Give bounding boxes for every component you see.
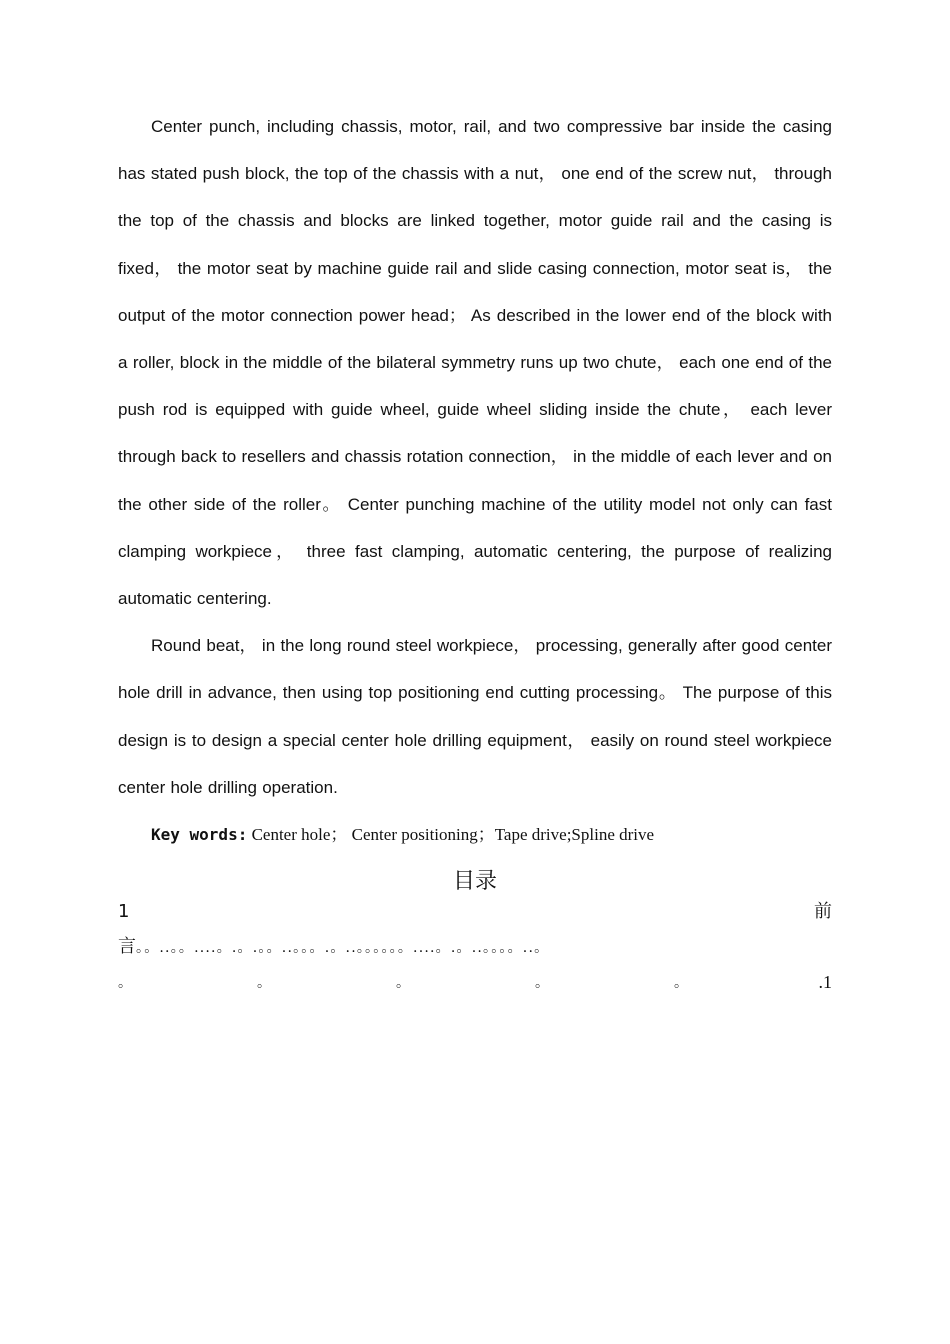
toc-entry-page-number: .1 — [818, 972, 832, 993]
toc-entry-line-3 — [118, 970, 832, 996]
toc-entry-number: 1 — [118, 901, 130, 923]
toc-leader-mark: 。 — [257, 975, 271, 992]
abstract-paragraph-2: Round beat， in the long round steel workpiece， processing, generally after good center hole drill in advance, then using top positioning end cutting processing。 The purpose of this design is to design a special center hole drilling equipment， easily on round steel workpiece center hole drilling operation. — [118, 636, 832, 797]
toc-entry-line-2 — [118, 934, 832, 961]
toc-entry-title-first-char: 前 — [814, 901, 832, 923]
toc-leader-mark: 。 — [118, 975, 132, 992]
keywords-label: Key words: — [151, 825, 248, 845]
keywords-line — [118, 811, 832, 858]
keywords-value: Center hole； Center positioning；Tape drive;Spline drive — [251, 825, 655, 845]
document-page — [118, 103, 832, 1012]
toc-entry[interactable] — [118, 900, 832, 1012]
toc-leader-mark: 。 — [535, 975, 549, 992]
toc-leader-mark: 。 — [674, 975, 688, 992]
toc-leader-mark: 。 — [396, 975, 410, 992]
abstract-paragraph-1: Center punch, including chassis, motor, rail, and two compressive bar inside the casing has stated push block, the top of the chassis with a nut， one end of the screw nut， through the top of the chassis and blocks are linked together, motor guide rail and the casing is fixed， the motor seat by machine guide rail and slide casing connection, motor seat is， the output of the motor connection power head； As described in the lower end of the block with a roller, block in the middle of the bilateral symmetry runs up two chute， each one end of the push rod is equipped with guide wheel, guide wheel sliding inside the chute， each lever through back to resellers and chassis rotation connection， in the middle of each lever and on the other side of the roller。 Center punching machine of the utility model not only can fast clamping workpiece， three fast clamping, automatic centering, the purpose of realizing automatic centering. — [118, 117, 832, 609]
toc-entry-title-second-char: 言 — [118, 936, 136, 958]
toc-title: 目录 — [452, 869, 497, 895]
toc-entry-leader: 。。..。。....。.。.。。..。。。.。..。。。。。。....。.。..。。。。..。 — [136, 940, 550, 957]
